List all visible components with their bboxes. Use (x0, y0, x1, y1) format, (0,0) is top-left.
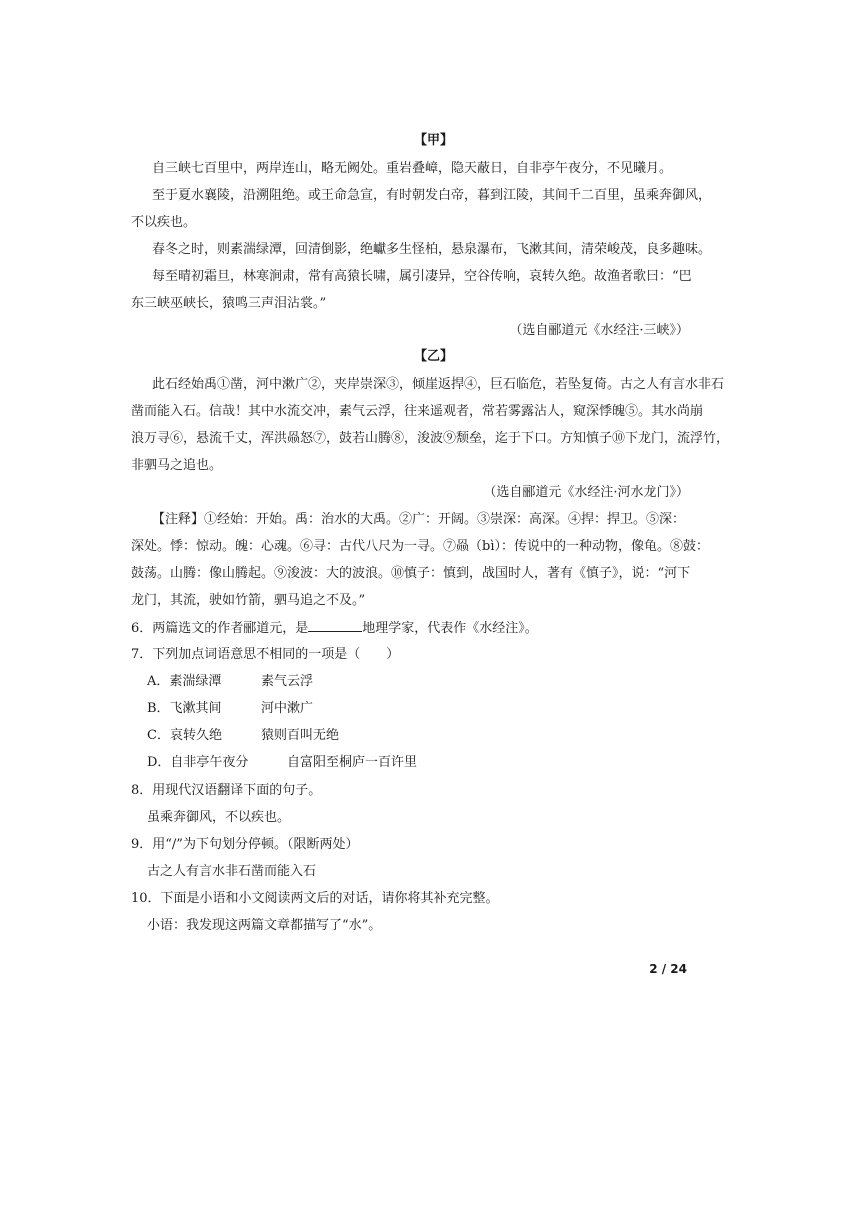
question-7: 7．下列加点词语意思不相同的一项是（ ） (131, 647, 400, 662)
option-d-left: D．自非亭午夜分 (147, 755, 249, 770)
yi-heading: 【乙】 (413, 349, 453, 364)
jia-para-1: 自三峡七百里中，两岸连山，略无阙处。重岩叠嶂，隐天蔽日，自非亭午夜分，不见曦月。 (152, 161, 673, 176)
question-8: 8．用现代汉语翻译下面的句子。 (131, 783, 322, 798)
jia-para-4b: 东三峡巫峡长，猿鸣三声泪沾裳。” (131, 296, 327, 311)
jia-source: （选自郦道元《水经注·三峡》） (509, 323, 689, 338)
option-a-left: A．素湍绿潭 (147, 674, 222, 689)
jia-para-2a: 至于夏水襄陵，沿溯阻绝。或王命急宣，有时朝发白帝，暮到江陵，其间千二百里，虽乘奔御风， (152, 188, 712, 203)
option-d (147, 754, 418, 772)
jia-heading: 【甲】 (413, 133, 453, 148)
option-c-left: C．哀转久绝 (147, 728, 222, 743)
question-10-dialogue: 小语：我发现这两篇文章都描写了“水”。 (147, 918, 382, 933)
yi-line-1: 此石经始禹①凿，河中漱广②，夹岸崇深③，倾崖返捍④，巨石临危，若坠复倚。古之人有言水非石 (152, 377, 725, 392)
option-b (147, 700, 314, 718)
yi-source: （选自郦道元《水经注·河水龙门》） (483, 485, 689, 500)
page-number: 2 / 24 (649, 962, 687, 976)
notes-line-2: 深处。悸：惊动。魄：心魂。⑥寻：古代八尺为一寻。⑦赑（bì）：传说中的一种动物，像龟。⑧鼓： (131, 539, 709, 554)
question-6-text-end: 地理学家，代表作《水经注》。 (362, 621, 538, 636)
question-9-sentence: 古之人有言水非石凿而能入石 (147, 864, 317, 879)
option-b-right: 河中漱广 (261, 701, 314, 716)
jia-para-3: 春冬之时，则素湍绿潭，回清倒影，绝巘多生怪柏，悬泉瀑布，飞漱其间，清荣峻茂，良多趣味。 (152, 242, 712, 257)
yi-line-3: 浪万寻⑥，悬流千丈，浑洪赑怒⑦，鼓若山腾⑧，浚波⑨颓垒，迄于下口。方知慎子⑩下龙门，流浮竹， (131, 431, 730, 446)
answer-blank[interactable] (308, 619, 362, 632)
notes-line-3: 鼓荡。山腾：像山腾起。⑨浚波：大的波浪。⑩慎子：慎到，战国时人，著有《慎子》，说：“河下 (131, 566, 691, 581)
yi-line-2: 凿而能入石。信哉！其中水流交冲，素气云浮，往来遥观者，常若雾露沾人，窥深悸魄⑤。其水尚崩 (131, 404, 704, 419)
question-6-text: 6．两篇选文的作者郦道元，是 (131, 621, 309, 636)
notes-line-1: 【注释】①经始：开始。禹：治水的大禹。②广：开阔。③崇深：高深。④捍：捍卫。⑤深： (152, 512, 686, 527)
question-10: 10．下面是小语和小文阅读两文后的对话，请你将其补充完整。 (131, 891, 499, 906)
question-8-sentence: 虽乘奔御风，不以疾也。 (147, 810, 291, 825)
question-6 (131, 619, 538, 638)
option-a (147, 673, 314, 691)
option-a-right: 素气云浮 (261, 674, 314, 689)
option-c-right: 猿则百叫无绝 (261, 728, 340, 743)
jia-para-4a: 每至晴初霜旦，林寒涧肃，常有高猿长啸，属引凄异，空谷传响，哀转久绝。故渔者歌曰：“巴 (152, 269, 692, 284)
question-9: 9．用“/”为下句划分停顿。（限断两处） (131, 837, 359, 852)
notes-line-4: 龙门，其流，驶如竹箭，驷马追之不及。” (131, 593, 366, 608)
option-b-left: B．飞漱其间 (147, 701, 222, 716)
option-c (147, 727, 340, 745)
jia-para-2b: 不以疾也。 (131, 215, 197, 230)
option-d-right: 自富阳至桐庐一百许里 (287, 755, 418, 770)
yi-line-4: 非驷马之追也。 (131, 458, 223, 473)
